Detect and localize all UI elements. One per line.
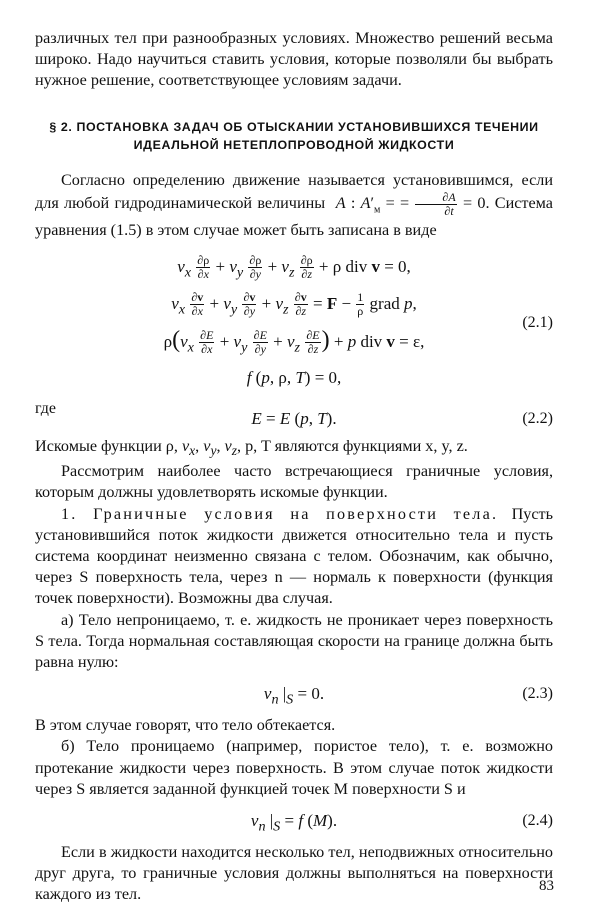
definition-text: Согласно определению движение называется установившимся, если для любой гидродинамической величины — [35, 170, 553, 213]
equation-number-2-2: (2.2) — [522, 409, 553, 427]
equation-number-2-4: (2.4) — [522, 811, 553, 829]
equation-continuity: $v_x$ $\frac{\partial\rho}{\partial x}$ + $v_y$ $\frac{\partial\rho}{\partial y}$ + $v_z$ $\frac{\partial\rho}{\partial z}$ + ρ div v = 0, — [177, 253, 411, 282]
paragraph-intro: различных тел при разнообразных условиях. Множество решений весьма широко. Надо научиться ставить условия, которые позволяли бы выбрать нужное решение, соответствующее условиям задачи. — [35, 29, 553, 90]
paragraph-boundary-intro: Рассмотрим наиболее часто встречающиеся граничные условия, которым должны удовлетворять искомые функции. — [35, 462, 553, 502]
paragraph-case-a: а) Тело непроницаемо, т. е. жидкость не проникает через поверхность S тела. Тогда нормальная составляющая скорости на границе должна быть равна нулю: — [35, 610, 553, 671]
equation-row-2-2 — [35, 400, 553, 436]
equation-system-2-1 — [35, 248, 553, 396]
equation-impermeable: $v_n$ $|_S = 0$. — [263, 684, 325, 708]
equation-state: f (p, ρ, T) = 0, — [246, 367, 342, 387]
page-number: 83 — [539, 878, 554, 894]
paragraph-body-surface — [35, 504, 553, 610]
equation-energy: $\rho(v_x$ $\frac{\partial E}{\partial x}$ + $v_y$ $\frac{\partial E}{\partial y}$ + $v_z$ $\frac{\partial E}{\partial z}$ ) + p div v = ε, (2.1) — [35, 322, 553, 359]
equation-number-2-1: (2.1) — [522, 313, 553, 331]
inline-condition: A — [335, 194, 346, 213]
equation-number-2-3: (2.3) — [522, 685, 553, 703]
equation-row-2-4 — [35, 800, 553, 842]
paragraph-flow-around: В этом случае говорят, что тело обтекается. — [35, 716, 336, 735]
body-surface-text: Пусть установившийся поток жидкости движется относительно тела и пусть система координат неизменно связана с телом. Обозначим, как обычно, через S поверхность тела, через n — нормаль к поверхности (функция точек поверхности). Возможны два случая. — [35, 504, 553, 608]
equation-permeable: $v_n$ $|_S = f$ (M). — [250, 810, 338, 835]
where-label: где — [35, 399, 57, 417]
subsection-title: 1. Граничные условия на поверхности тела. — [61, 504, 499, 523]
paragraph-unknowns: Искомые функции ρ, $v_x$, $v_y$, $v_z$, p, T являются функциями x, y, z. — [35, 436, 468, 458]
equation-energy-function: E = E (p, T). — [251, 408, 337, 428]
page-body — [35, 28, 553, 906]
unknowns-tail: , p, T являются функциями x, y, z. — [236, 436, 468, 455]
equation-row-2-3 — [35, 673, 553, 715]
definition-text-2: Система уравнения (1.5) в этом случае может быть записана в виде — [35, 194, 553, 240]
equation-momentum: $v_x$ $\frac{\partial v}{\partial x}$ + $v_y$ $\frac{\partial v}{\partial y}$ + $v_z$ $\frac{\partial v}{\partial z}$ = F − $\frac{1}{\rho}$ grad p, — [171, 290, 417, 319]
section-heading: § 2. ПОСТАНОВКА ЗАДАЧ ОБ ОТЫСКАНИИ УСТАНОВИВШИХСЯ ТЕЧЕНИИ ИДЕАЛЬНОЙ НЕТЕПЛОПРОВОДНОЙ ЖИДКОСТИ — [49, 119, 539, 152]
inline-fraction: $\frac{\partial A}{\partial t}$ — [415, 191, 456, 218]
paragraph-case-b: б) Тело проницаемо (например, пористое тело), т. е. возможно протекание жидкости через поверхность. В этом случае поток жидкости через S является заданной функцией точек M поверхности S и — [35, 737, 553, 798]
paragraph-definition: Согласно определению движение называется установившимся, если для любой гидродинамической величины A : $A'_м$ = = $\frac{\partial A}{\partial t}$ = 0. Система уравнения (1.5) в этом случае может быть записана в виде — [35, 170, 553, 240]
paragraph-several-bodies: Если в жидкости находится несколько тел, неподвижных относительно друг друга, то граничные условия должны выполняться на поверхности каждого из тел. — [35, 842, 553, 904]
